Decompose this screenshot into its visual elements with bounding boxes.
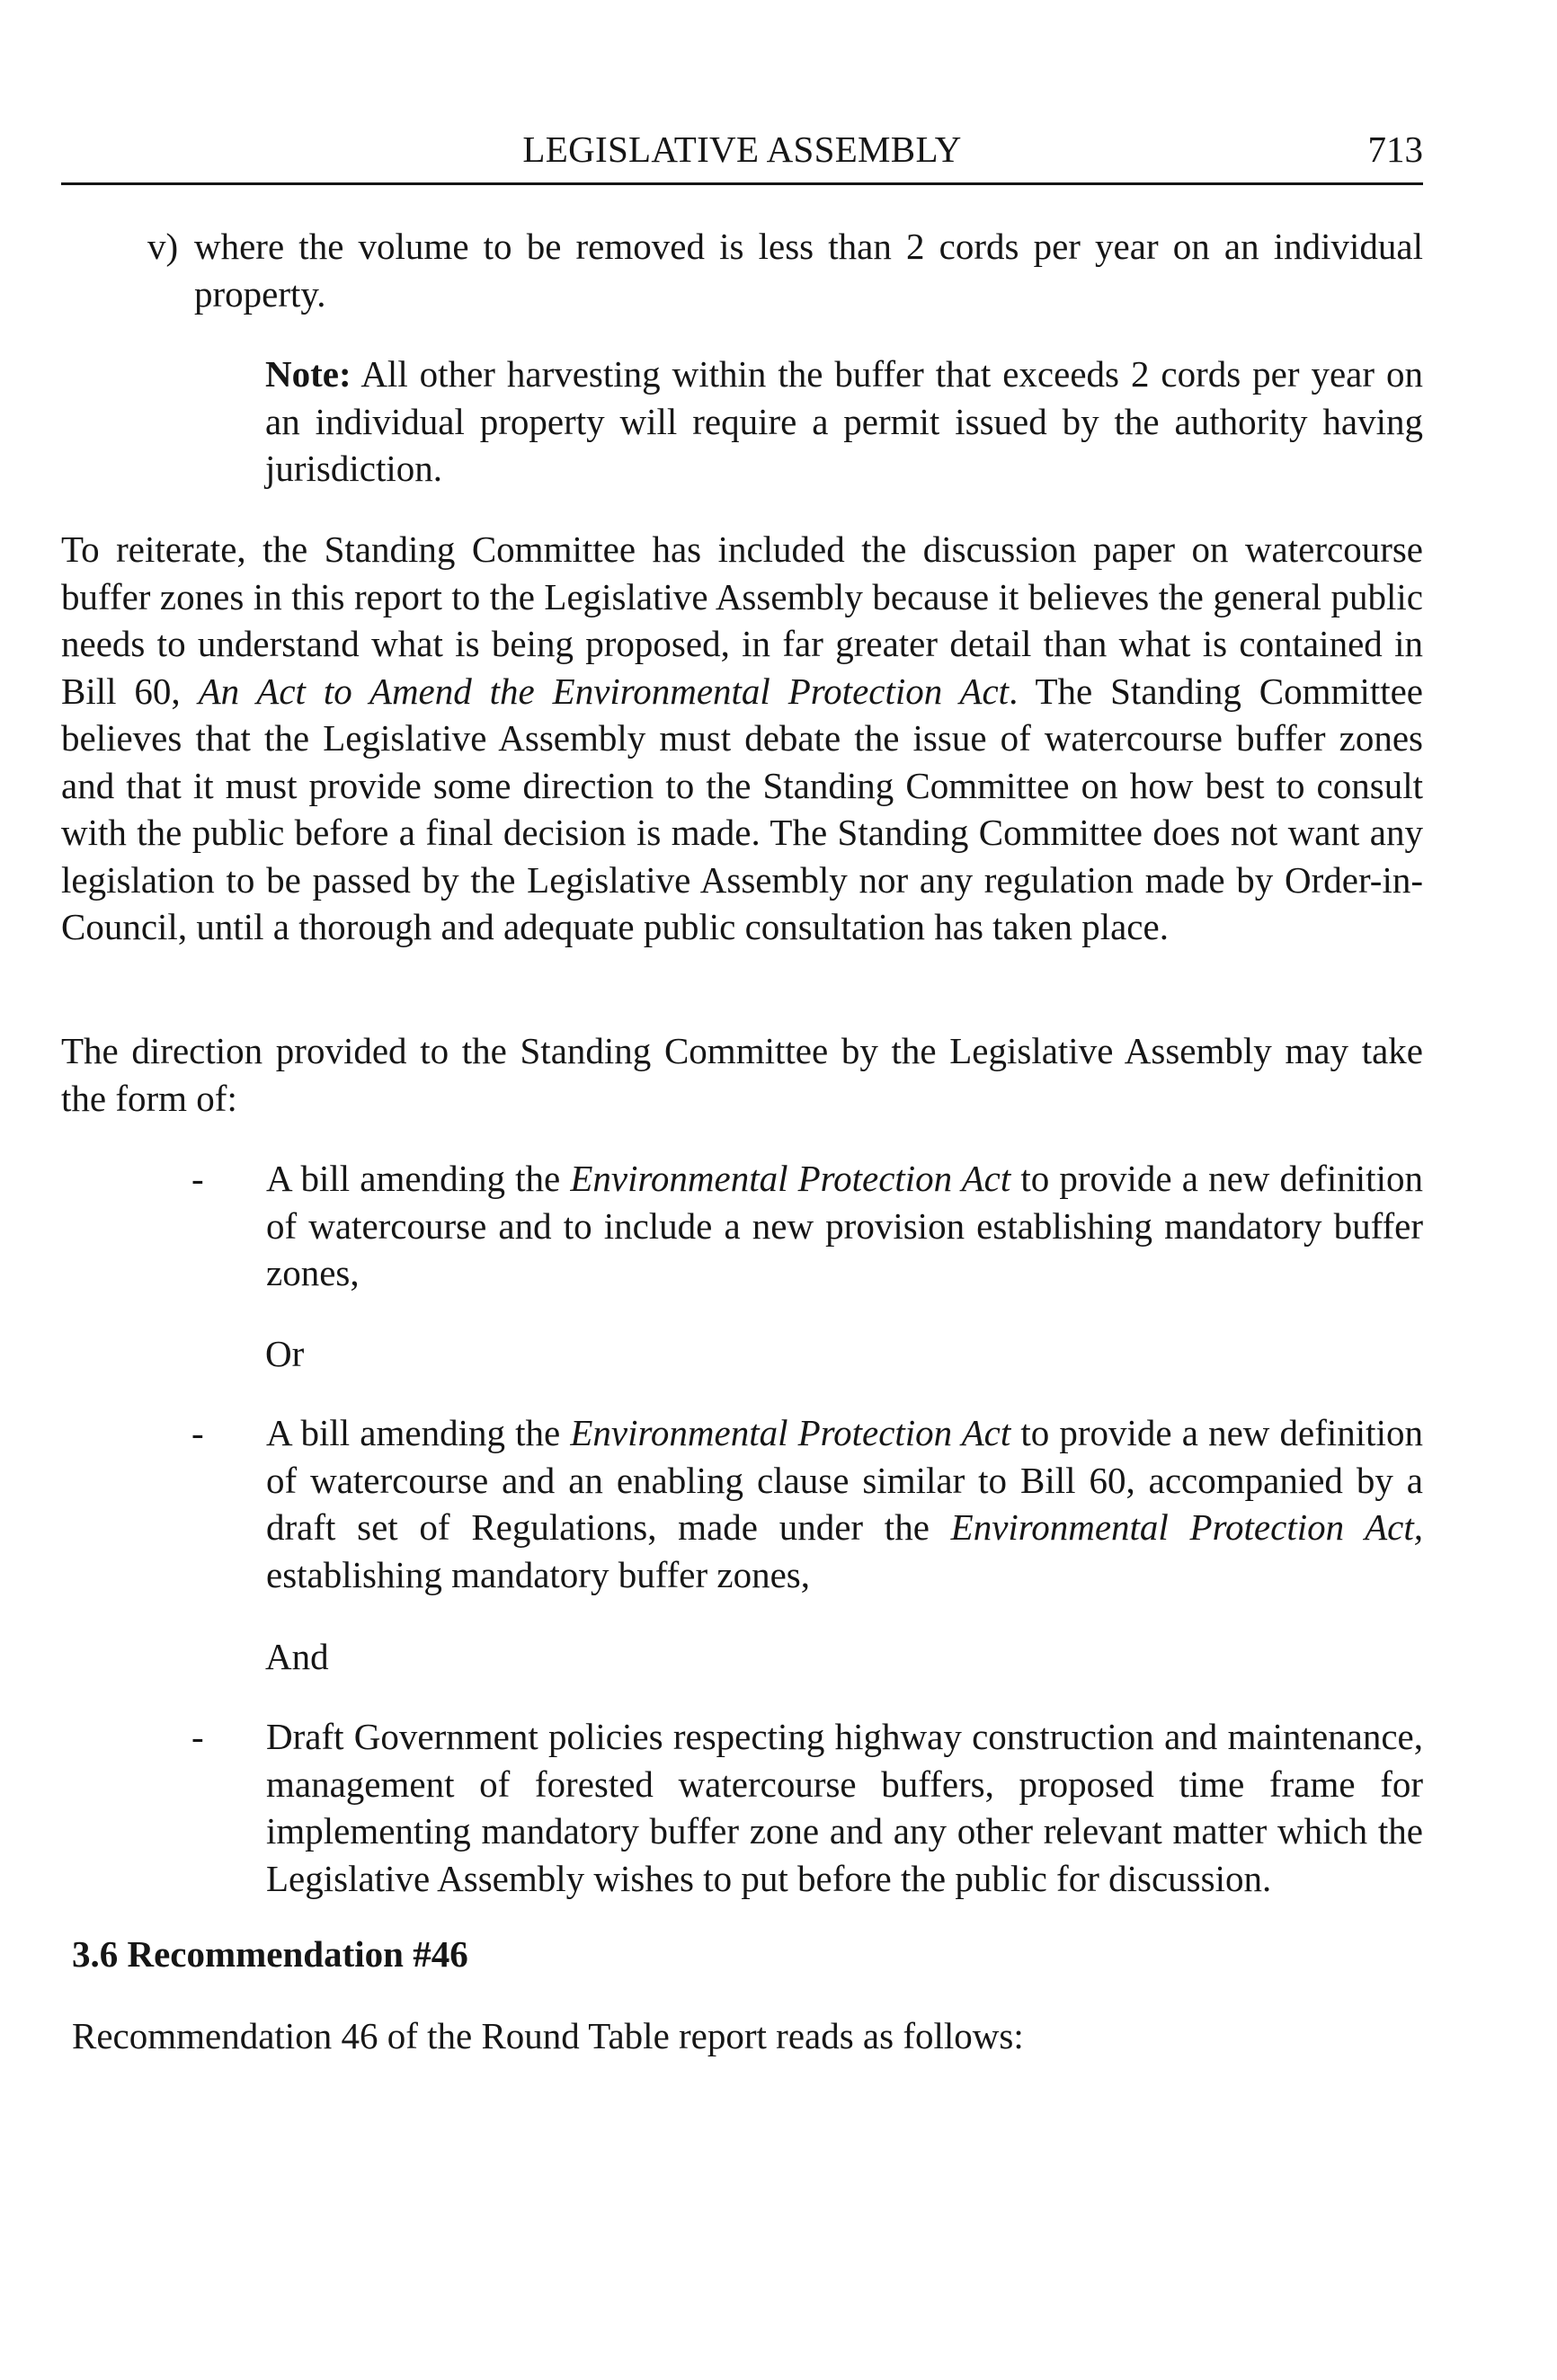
section-heading: 3.6 Recommendation #46 xyxy=(72,1933,468,1975)
list-item-text: Draft Government policies respecting highway construction and maintenance, management of forested watercourse buffers, proposed time frame for implementing mandatory buffer zone and any other relevant matter which the Legislative Assembly wishes to put before the public for discussion. xyxy=(266,1716,1423,1899)
dash-marker: - xyxy=(191,1158,204,1199)
connector-and: And xyxy=(265,1636,329,1677)
list-item-text-a: A bill amending the xyxy=(266,1412,571,1453)
list-item xyxy=(191,1409,1423,1598)
list-item xyxy=(191,1155,1423,1297)
list-item xyxy=(191,1713,1423,1902)
act-title-italic: Environmental Protection Act, xyxy=(950,1506,1423,1548)
paragraph-reiterate xyxy=(61,526,1423,951)
note-text: All other harvesting within the buffer that exceeds 2 cords per year on an individual property will require a permit issued by the authority having jurisdiction. xyxy=(265,353,1423,489)
document-page xyxy=(61,0,1423,2380)
connector-or: Or xyxy=(265,1333,305,1374)
roman-list-item xyxy=(147,223,1423,317)
header-rule xyxy=(61,182,1423,185)
list-item-text xyxy=(266,1155,1423,1297)
note-label: Note: xyxy=(265,353,351,395)
act-title-italic: Environmental Protection Act xyxy=(570,1158,1011,1199)
list-item-text-a: A bill amending the xyxy=(266,1158,571,1199)
paragraph-1-text-a: To reiterate, the Standing Committee has included the discussion paper on watercourse buffer zones in this report to the Legislative Assembly because it believes the general public needs to understand what is being proposed, in far greater detail than what is contained in Bill 60, xyxy=(61,528,1423,712)
dash-marker: - xyxy=(191,1716,204,1757)
act-title-italic: Environmental Protection Act xyxy=(570,1412,1011,1453)
note xyxy=(265,351,1423,493)
list-item-text-b: to provide a new definition of watercourse and to include a new provision establishing mandatory buffer zones, xyxy=(266,1158,1423,1293)
paragraph-recommendation-intro: Recommendation 46 of the Round Table report reads as follows: xyxy=(72,2015,1024,2056)
bill-title-italic: An Act to Amend the Environmental Protection Act xyxy=(198,670,1010,712)
paragraph-direction: The direction provided to the Standing Committee by the Legislative Assembly may take the form of: xyxy=(61,1030,1423,1119)
page-number: 713 xyxy=(1367,129,1423,170)
list-item-text-b: to provide a new definition of watercourse and an enabling clause similar to Bill 60, accompanied by a draft set of Regulations, made under the xyxy=(266,1412,1423,1548)
list-item-text xyxy=(266,1409,1423,1598)
roman-item-marker: v) xyxy=(147,226,179,267)
paragraph-1-text-b: . The Standing Committee believes that the Legislative Assembly must debate the issue of watercourse buffer zones and that it must provide some direction to the Standing Committee on how best to consult with the public before a final decision is made. The Standing Committee does not want any legislation to be passed by the Legislative Assembly nor any regulation made by Order-in-Council, until a thorough and adequate public consultation has taken place. xyxy=(61,670,1424,947)
dash-marker: - xyxy=(191,1412,204,1453)
header-title: LEGISLATIVE ASSEMBLY xyxy=(522,129,962,170)
running-header xyxy=(61,126,1423,180)
roman-item-text: where the volume to be removed is less than 2 cords per year on an individual property. xyxy=(194,226,1423,315)
list-item-text-c: establishing mandatory buffer zones, xyxy=(266,1553,810,1595)
